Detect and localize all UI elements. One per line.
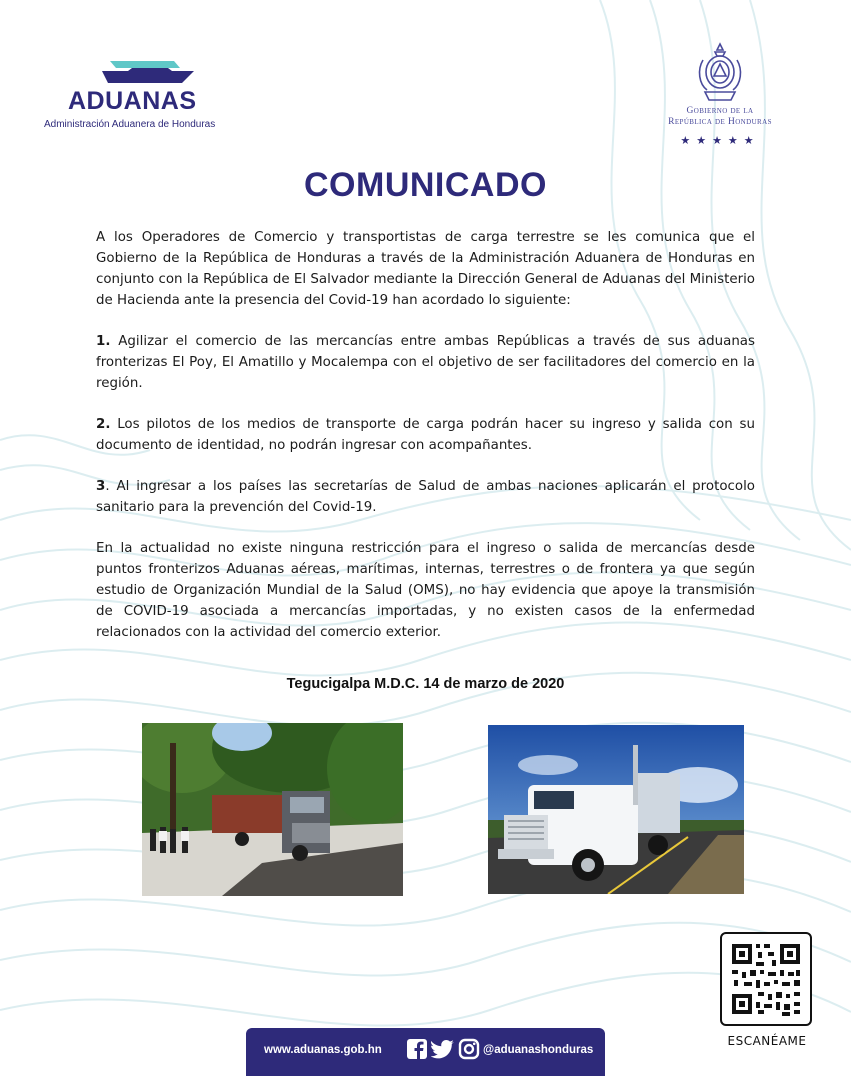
point-1-text: Agilizar el comercio de las mercancías entre ambas Repúblicas a través de sus aduanas fronterizas El Poy, El Amatillo y Mocalempa con el objetivo de ser facilitadores del comercio en la región.	[96, 334, 755, 391]
twitter-icon[interactable]	[431, 1038, 455, 1060]
coat-of-arms-icon	[695, 40, 745, 102]
communique-body	[96, 227, 755, 663]
government-logo	[655, 40, 785, 152]
logo-wordmark: ADUANAS	[68, 87, 197, 115]
intro-paragraph: A los Operadores de Comercio y transportistas de carga terrestre se les comunica que el Gobierno de la República de Honduras a través de la Administración Aduanera de Honduras en conjunto con la República de El Salvador mediante la Dirección General de Aduanas del Ministerio de Hacienda ante la presencia del Covid-19 han acordado lo siguiente:	[96, 230, 755, 308]
government-name-line2: República de Honduras	[668, 117, 772, 127]
date-location: Tegucigalpa M.D.C. 14 de marzo de 2020	[286, 676, 565, 692]
facebook-icon[interactable]	[406, 1038, 428, 1060]
white-truck-photo	[488, 725, 744, 894]
page-title: COMUNICADO	[304, 166, 547, 204]
qr-code[interactable]	[720, 932, 812, 1026]
instagram-icon[interactable]	[458, 1038, 480, 1060]
ship-icon	[102, 59, 202, 89]
point-3-text: . Al ingresar a los países las secretarías de Salud de ambas naciones aplicarán el protocolo sanitario para la prevención del Covid-19.	[96, 479, 755, 515]
point-1	[96, 331, 755, 394]
footer-bar	[246, 1028, 605, 1076]
point-3	[96, 476, 755, 518]
social-handle[interactable]: @aduanashonduras	[483, 1044, 594, 1056]
point-1-number: 1.	[96, 334, 111, 349]
logo-subtitle: Administración Aduanera de Honduras	[44, 119, 216, 130]
cargo-truck-on-road-photo	[142, 723, 403, 896]
aduanas-logo	[40, 55, 250, 135]
government-name	[655, 106, 785, 128]
point-2-text: Los pilotos de los medios de transporte de carga podrán hacer su ingreso y salida con su documento de identidad, no podrán ingresar con acompañantes.	[96, 417, 755, 453]
qr-code-icon	[722, 934, 810, 1024]
government-name-line1: Gobierno de la	[686, 106, 754, 116]
point-2	[96, 414, 755, 456]
point-2-number: 2.	[96, 417, 111, 432]
qr-label: ESCANÉAME	[727, 1034, 807, 1048]
point-3-number: 3	[96, 479, 106, 494]
five-stars-icon: ★★★★★	[680, 134, 760, 147]
website-link[interactable]: www.aduanas.gob.hn	[264, 1044, 382, 1056]
closing-paragraph: En la actualidad no existe ninguna restricción para el ingreso o salida de mercancías desde puntos fronterizos Aduanas aéreas, marítimas, internas, terrestres o de frontera ya que según estudio de Organización Mundial de la Salud (OMS), no hay evidencia que apoye la transmisión de COVID-19 asociada a mercancías importadas, y no existen casos de la enfermedad relacionados con la actividad del comercio exterior.	[96, 541, 755, 640]
